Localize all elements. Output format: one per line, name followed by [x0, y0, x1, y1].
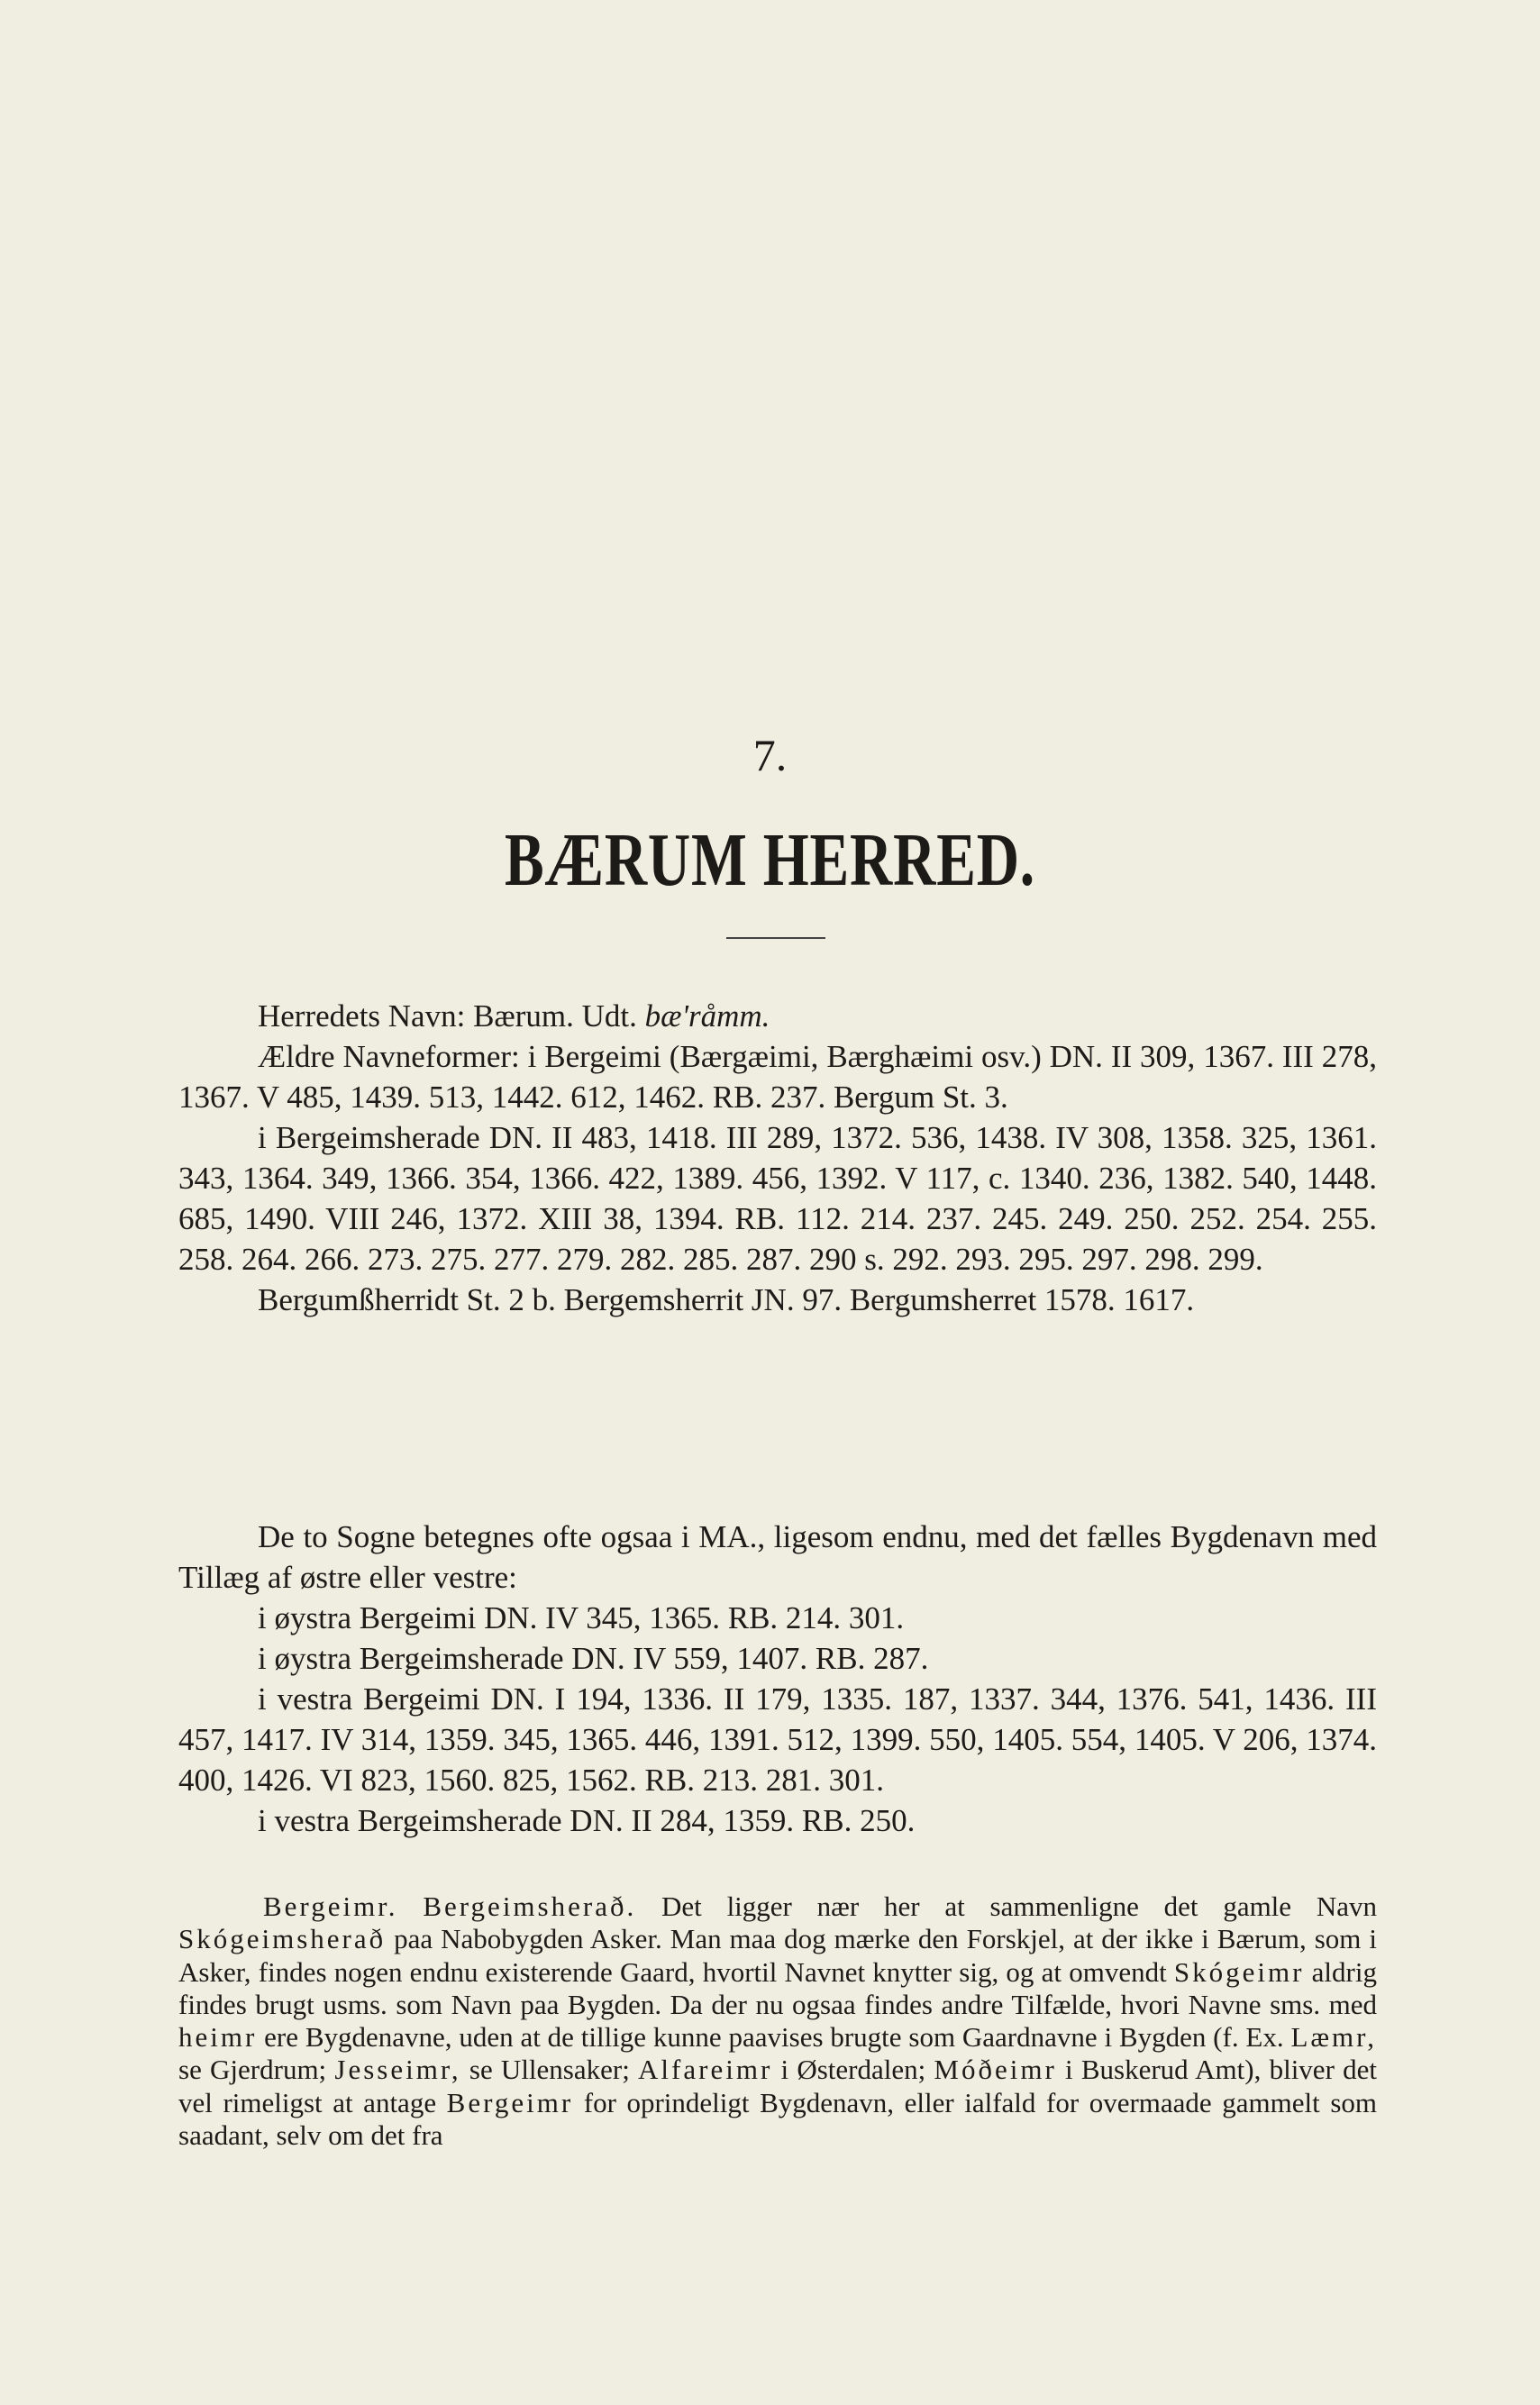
text-run: se Ullensaker; [460, 2054, 639, 2086]
bergumsherret-paragraph: Bergumßherridt St. 2 b. Bergemsherrit JN. 97. Bergumsherret 1578. 1617. [258, 1282, 1195, 1317]
text-run: i Buskerud Amt), bliver det vel rimeligst at antage [178, 2054, 1377, 2118]
term-alfareimr: Alfareimr [638, 2054, 773, 2086]
parishes-intro-paragraph: De to Sogne betegnes ofte ogsaa i MA., ligesom endnu, med det fælles Bygdenavn med Tillæg af østre eller vestre: [178, 1519, 1377, 1595]
district-name-paragraph [178, 996, 1377, 1036]
chapter-title: BÆRUM HERRED. [505, 818, 1035, 902]
text-run: ere Bygdenavne, uden at de tillige kunne paavises brugte som Gaardnavne i Bygden (f. Ex. [257, 2021, 1291, 2054]
older-forms-paragraph: Ældre Navneformer: i Bergeimi (Bærgæimi, Bærghæimi osv.) DN. II 309, 1367. III 278, 1367. V 485, 1439. 513, 1442. 612, 1462. RB. 237. Bergum St. 3. [178, 1039, 1377, 1115]
commentary-paragraph [178, 1890, 1377, 2152]
term-bergeimr: Bergeimr. [263, 1890, 398, 1922]
names-section [178, 996, 1377, 1320]
text-run: for oprindeligt Bygdenavn, eller ialfald for overmaade gammelt som saadant, selv om det fra [178, 2086, 1377, 2152]
term-laemr: Læmr, [1290, 2021, 1377, 2054]
text-run: paa Nabobygden Asker. Man maa dog mærke den Forskjel, at der ikke i Bærum, som i Asker, findes nogen endnu existerende Gaard, hvortil Navnet knytter sig, og at omvendt [178, 1923, 1377, 1988]
text-run: se Gjerdrum; [178, 2054, 335, 2086]
term-skogeimr: Skógeimr [1173, 1955, 1305, 1988]
text-run [398, 1890, 424, 1922]
term-jesseimr: Jesseimr, [334, 2054, 461, 2086]
oystra-bergeimi-paragraph: i øystra Bergeimi DN. IV 345, 1365. RB. 214. 301. [258, 1600, 905, 1635]
oystra-bergeimsherade-paragraph: i øystra Bergeimsherade DN. IV 559, 1407. RB. 287. [258, 1641, 929, 1676]
bergeimsherade-paragraph: i Bergeimsherade DN. II 483, 1418. III 289, 1372. 536, 1438. IV 308, 1358. 325, 1361. 343, 1364. 349, 1366. 354, 1366. 422, 1389. 456, 1392. V 117, c. 1340. 236, 1382. 540, 1448. 685, 1490. VIII 246, 1372. XIII 38, 1394. RB. 112. 214. 237. 245. 249. 250. 252. 254. 255. 258. 264. 266. 273. 275. 277. 279. 282. 285. 287. 290 s. 292. 293. 295. 297. 298. 299. [178, 1120, 1377, 1277]
text-run: aldrig findes brugt usms. som Navn paa Bygden. Da der nu ogsaa findes andre Tilfælde, hvori Navne sms. med [178, 1955, 1377, 2020]
text-run: Det ligger nær her at sammenligne det gamle Navn [636, 1890, 1378, 1922]
term-skogeimsherad: Skógeimsherað [178, 1923, 387, 1955]
district-name-text: Herredets Navn: Bærum. Udt. [258, 998, 645, 1034]
term-heimr: heimr [178, 2021, 258, 2054]
parishes-section [178, 1517, 1377, 1841]
vestra-bergeimsherade-paragraph: i vestra Bergeimsherade DN. II 284, 1359. RB. 250. [258, 1803, 916, 1838]
term-bergeimr-2: Bergeimr [446, 2086, 574, 2118]
pronunciation: bæ'råmm. [644, 998, 770, 1034]
term-bergeimsherad: Bergeimsherað. [423, 1890, 637, 1922]
chapter-number: 7. [752, 730, 788, 780]
commentary-section [178, 1890, 1377, 2152]
title-divider [726, 937, 825, 939]
text-run: i Østerdalen; [772, 2054, 934, 2086]
vestra-bergeimi-paragraph: i vestra Bergeimi DN. I 194, 1336. II 179, 1335. 187, 1337. 344, 1376. 541, 1436. III 457, 1417. IV 314, 1359. 345, 1365. 446, 1391. 512, 1399. 550, 1405. 554, 1405. V 206, 1374. 400, 1426. VI 823, 1560. 825, 1562. RB. 213. 281. 301. [178, 1681, 1377, 1798]
term-modeimr: Móðeimr [934, 2054, 1057, 2086]
